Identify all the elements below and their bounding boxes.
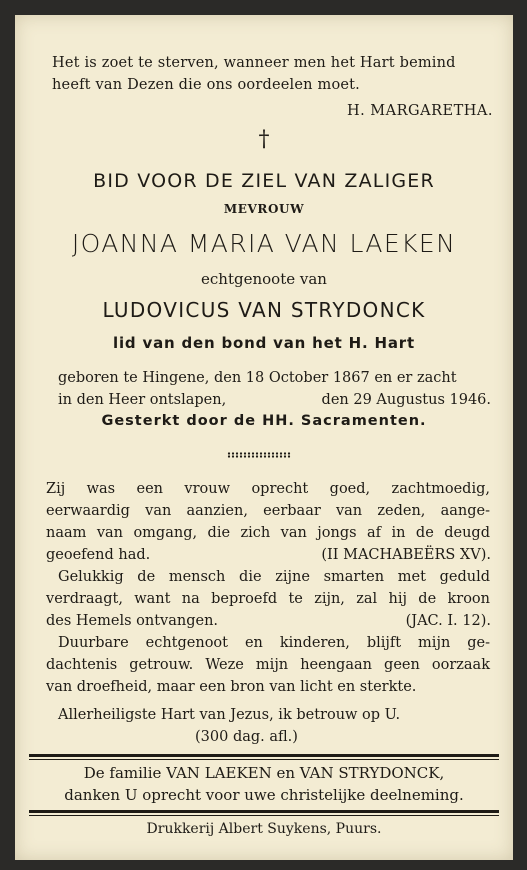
top-rule-thick [29,754,499,757]
p1-citation: (II MACHABEËRS XV). [321,547,491,563]
bottom-rule-thick [29,810,499,813]
p1-line-4: geoefend had. [46,547,151,563]
p3-line-2: dachtenis getrouw. Weze mijn heengaan geen oorzaak [46,657,490,673]
p3-line-3: van droefheid, maar een bron van licht en sterkte. [46,679,417,695]
sacraments: Gesterkt door de HH. Sacramenten. [101,413,427,429]
p3-line-1: Duurbare echtgenoot en kinderen, blijft mijn ge- [58,635,490,651]
quote-author: H. MARGARETHA. [346,103,493,119]
quote-line-1: Het is zoet te sterven, wanneer men het Hart bemind [52,55,456,71]
death-date: den 29 Augustus 1946. [321,392,491,408]
p1-line-3: naam van omgang, die zich van jongs af in de deugd [46,525,490,541]
deceased-name: JOANNA MARIA VAN LAEKEN [71,229,457,258]
printer: Drukkerij Albert Suykens, Puurs. [146,821,382,837]
memorial-card [15,15,513,860]
title-prefix: MEVROUW [223,202,305,216]
birth-line [58,370,490,386]
family-line-2: danken U oprecht voor uwe christelijke deelneming. [64,786,464,804]
p2-line-1: Gelukkig de mensch die zijne smarten met geduld [58,569,490,585]
indulgence: (300 dag. afl.) [195,729,298,745]
bottom-rule-thin [29,815,499,816]
family-line-1: De familie VAN LAEKEN en VAN STRYDONCK, [83,764,445,782]
top-rule-thin [29,759,499,760]
spouse-intro: echtgenoote van [201,270,327,288]
ornament-divider [227,452,291,458]
death-left: in den Heer ontslapen, [58,392,227,408]
p1-line-1: Zij was een vrouw oprecht goed, zachtmoedig, [46,481,490,497]
birth-text: geboren te Hingene, den 18 October 1867 en er zacht [58,370,457,386]
heading: BID VOOR DE ZIEL VAN ZALIGER [93,170,435,192]
quote-line-2: heeft van Dezen die ons oordeelen moet. [52,77,360,93]
p2-line-3: des Hemels ontvangen. [46,613,219,629]
p2-citation: (JAC. I. 12). [405,613,491,629]
cross-icon: † [258,127,270,152]
spouse-name: LUDOVICUS VAN STRYDONCK [102,298,426,322]
membership: lid van den bond van het H. Hart [113,334,415,352]
prayer-line: Allerheiligste Hart van Jezus, ik betrouw op U. [58,707,401,723]
p1-line-2: eerwaardig van aanzien, eerbaar van zeden, aange- [46,503,490,519]
p2-line-2: verdraagt, want na beproefd te zijn, zal hij de kroon [46,591,490,607]
